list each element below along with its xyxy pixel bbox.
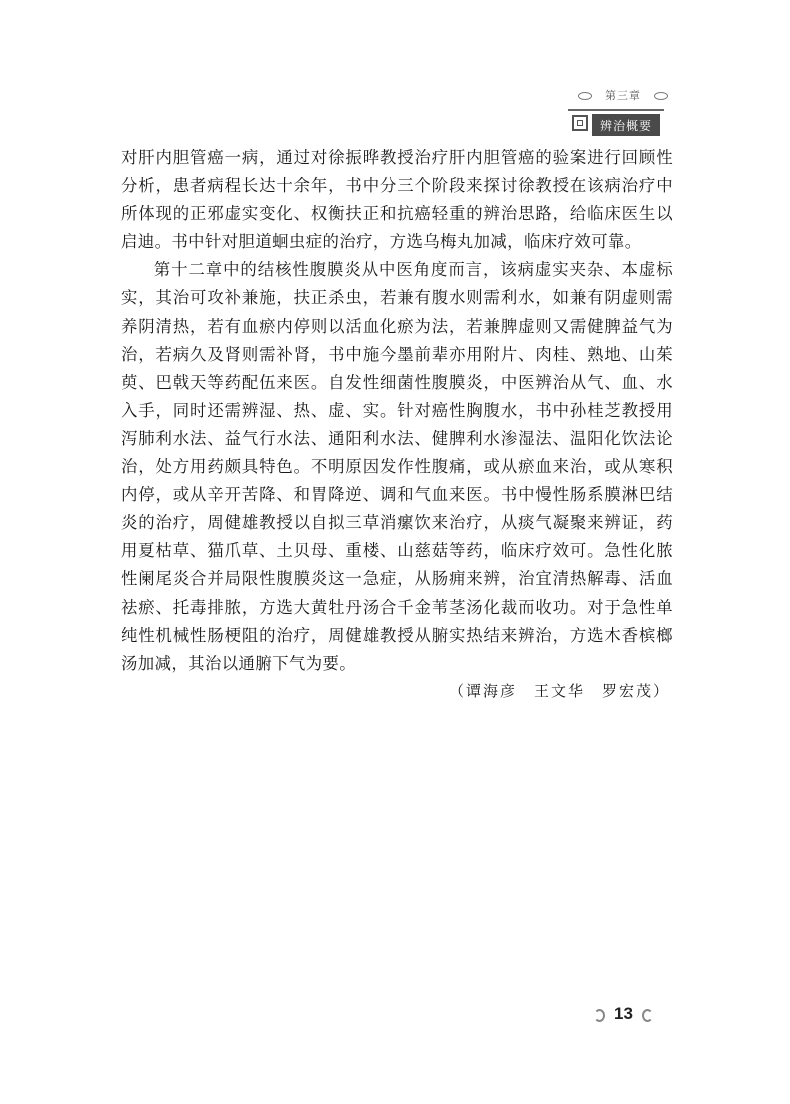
chapter-label: 第三章 — [586, 86, 660, 104]
right-ornament-icon — [641, 1007, 653, 1021]
header-divider — [568, 109, 664, 111]
paragraph-2: 第十二章中的结核性腹膜炎从中医角度而言，该病虚实夹杂、本虚标实，其治可攻补兼施，扶正杀虫，若兼有腹水则需利水，如兼有阴虚则需养阴清热，若有血瘀内停则以活血化瘀为法，若兼脾虚则又需健脾益气为治，若病久及肾则需补肾，书中施今墨前辈亦用附片、肉桂、熟地、山茱萸、巴戟天等药配伍来医。自发性细菌性腹膜炎，中医辨治从气、血、水入手，同时还需辨湿、热、虚、实。针对癌性胸腹水，书中孙桂芝教授用泻肺利水法、益气行水法、通阳利水法、健脾利水渗湿法、温阳化饮法论治，处方用药颇具特色。不明原因发作性腹痛，或从瘀血来治，或从寒积内停，或从辛开苦降、和胃降逆、调和气血来医。书中慢性肠系膜淋巴结炎的治疗，周健雄教授以自拟三草消瘰饮来治疗，从痰气凝聚来辨证，药用夏枯草、猫爪草、土贝母、重楼、山慈菇等药，临床疗效可。急性化脓性阑尾炎合并局限性腹膜炎这一急症，从肠痈来辨，治宜清热解毒、活血祛瘀、托毒排脓，方选大黄牡丹汤合千金苇茎汤化裁而收功。对于急性单纯性机械性肠梗阻的治疗，周健雄教授从腑实热结来辨治，方选木香槟榔汤加减，其治以通腑下气为要。 — [121, 260, 673, 673]
page-number: 13 — [614, 1004, 633, 1023]
author-credits: （谭海彦 王文华 罗宏茂） — [448, 682, 670, 700]
page-footer — [594, 1002, 653, 1026]
section-label: 辨治概要 — [592, 114, 660, 136]
chapter-header-badge — [568, 82, 664, 138]
body-text — [121, 144, 673, 678]
paragraph-1: 对肝内胆管癌一病，通过对徐振晔教授治疗肝内胆管癌的验案进行回顾性分析，患者病程长达十余年，书中分三个阶段来探讨徐教授在该病治疗中所体现的正邪虚实变化、权衡扶正和抗癌轻重的辨治思路，给临床医生以启迪。书中针对胆道蛔虫症的治疗，方选乌梅丸加减，临床疗效可靠。 — [121, 148, 673, 252]
left-ornament-icon — [594, 1007, 606, 1021]
fret-square-icon — [572, 115, 588, 131]
